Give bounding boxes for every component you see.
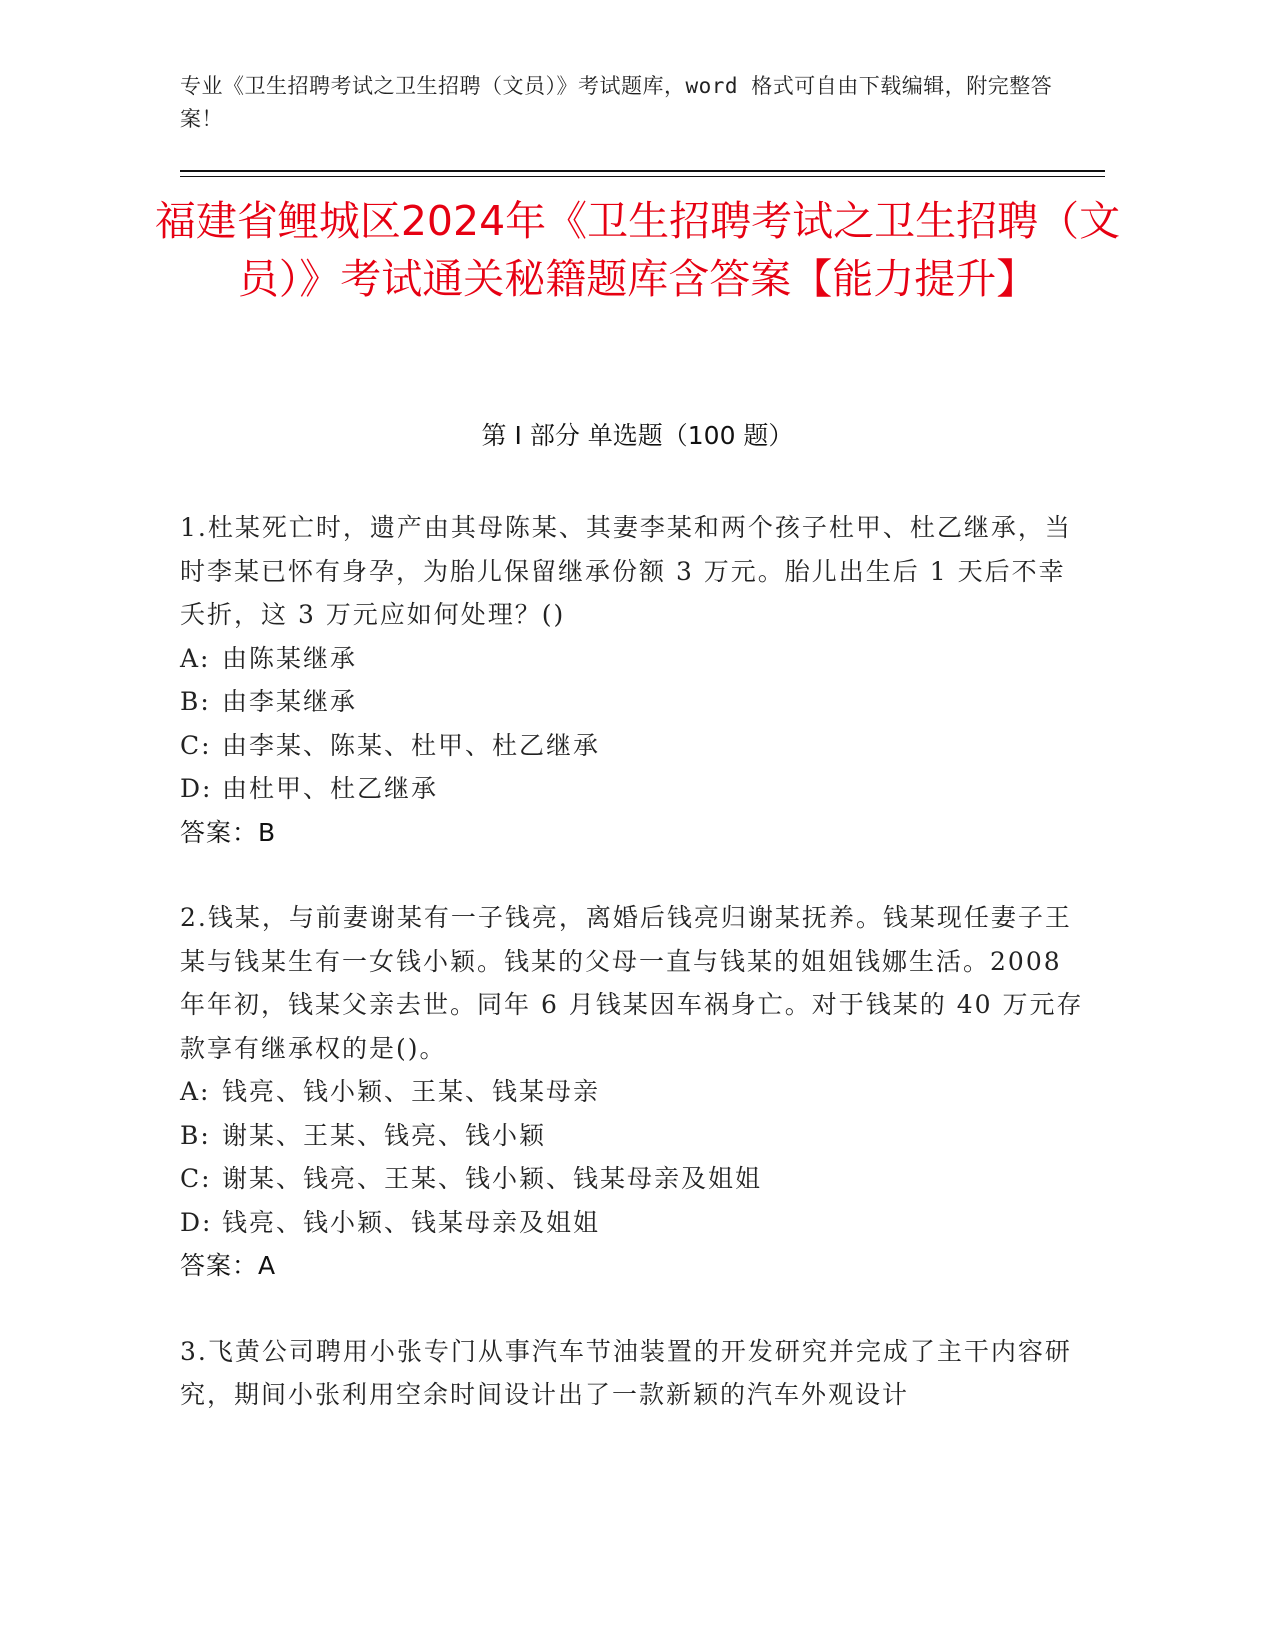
option-d — [180, 767, 1090, 811]
option-a — [180, 637, 1090, 681]
option-key: B: — [180, 1120, 211, 1150]
question-item — [180, 896, 1090, 1288]
question-stem: 1.杜某死亡时，遗产由其母陈某、其妻李某和两个孩子杜甲、杜乙继承，当时李某已怀有身孕，为胎儿保留继承份额 3 万元。胎儿出生后 1 天后不幸夭折，这 3 万元应如何处理？() — [180, 513, 1072, 629]
question-stem: 2.钱某，与前妻谢某有一子钱亮，离婚后钱亮归谢某抚养。钱某现任妻子王某与钱某生有一女钱小颖。钱某的父母一直与钱某的姐姐钱娜生活。2008 年年初，钱某父亲去世。同年 6 月钱某因车祸身亡。对于钱某的 40 万元存款享有继承权的是()。 — [180, 903, 1084, 1063]
question-item — [180, 1330, 1090, 1417]
option-key: A: — [180, 1077, 211, 1106]
option-key: C: — [180, 1164, 212, 1193]
option-text: 谢某、王某、钱亮、钱小颖 — [222, 1120, 547, 1150]
option-c — [180, 1157, 1090, 1201]
option-key: B: — [180, 687, 211, 716]
option-text: 由杜甲、杜乙继承 — [222, 774, 439, 803]
option-key: C: — [180, 730, 212, 760]
answer-line: 答案：A — [180, 1251, 277, 1280]
question-list — [180, 506, 1090, 1459]
option-text: 由李某继承 — [222, 687, 358, 716]
answer-line: 答案：B — [180, 817, 277, 847]
option-b — [180, 680, 1090, 724]
header-divider-thin — [180, 176, 1105, 177]
question-stem: 3.飞黄公司聘用小张专门从事汽车节油装置的开发研究并完成了主干内容研究，期间小张利用空余时间设计出了一款新颖的汽车外观设计 — [180, 1336, 1072, 1409]
header-divider — [180, 170, 1105, 172]
option-text: 由李某、陈某、杜甲、杜乙继承 — [222, 730, 601, 760]
header-note: 专业《卫生招聘考试之卫生招聘（文员）》考试题库，word 格式可自由下载编辑，附完整答案！ — [180, 74, 1053, 131]
option-b — [180, 1114, 1090, 1158]
option-key: D: — [180, 774, 213, 803]
option-text: 钱亮、钱小颖、钱某母亲及姐姐 — [222, 1207, 601, 1237]
option-d — [180, 1201, 1090, 1245]
question-item — [180, 506, 1090, 854]
option-text: 谢某、钱亮、王某、钱小颖、钱某母亲及姐姐 — [222, 1164, 763, 1193]
option-c — [180, 724, 1090, 768]
option-text: 钱亮、钱小颖、王某、钱某母亲 — [222, 1077, 601, 1106]
option-key: D: — [180, 1207, 213, 1237]
document-title: 福建省鲤城区2024年《卫生招聘考试之卫生招聘（文员）》考试通关秘籍题库含答案【能力提升】 — [154, 197, 1121, 303]
option-text: 由陈某继承 — [222, 643, 358, 673]
section-title: 第 I 部分 单选题（100 题） — [481, 421, 794, 450]
option-key: A: — [180, 643, 211, 673]
option-a — [180, 1070, 1090, 1114]
